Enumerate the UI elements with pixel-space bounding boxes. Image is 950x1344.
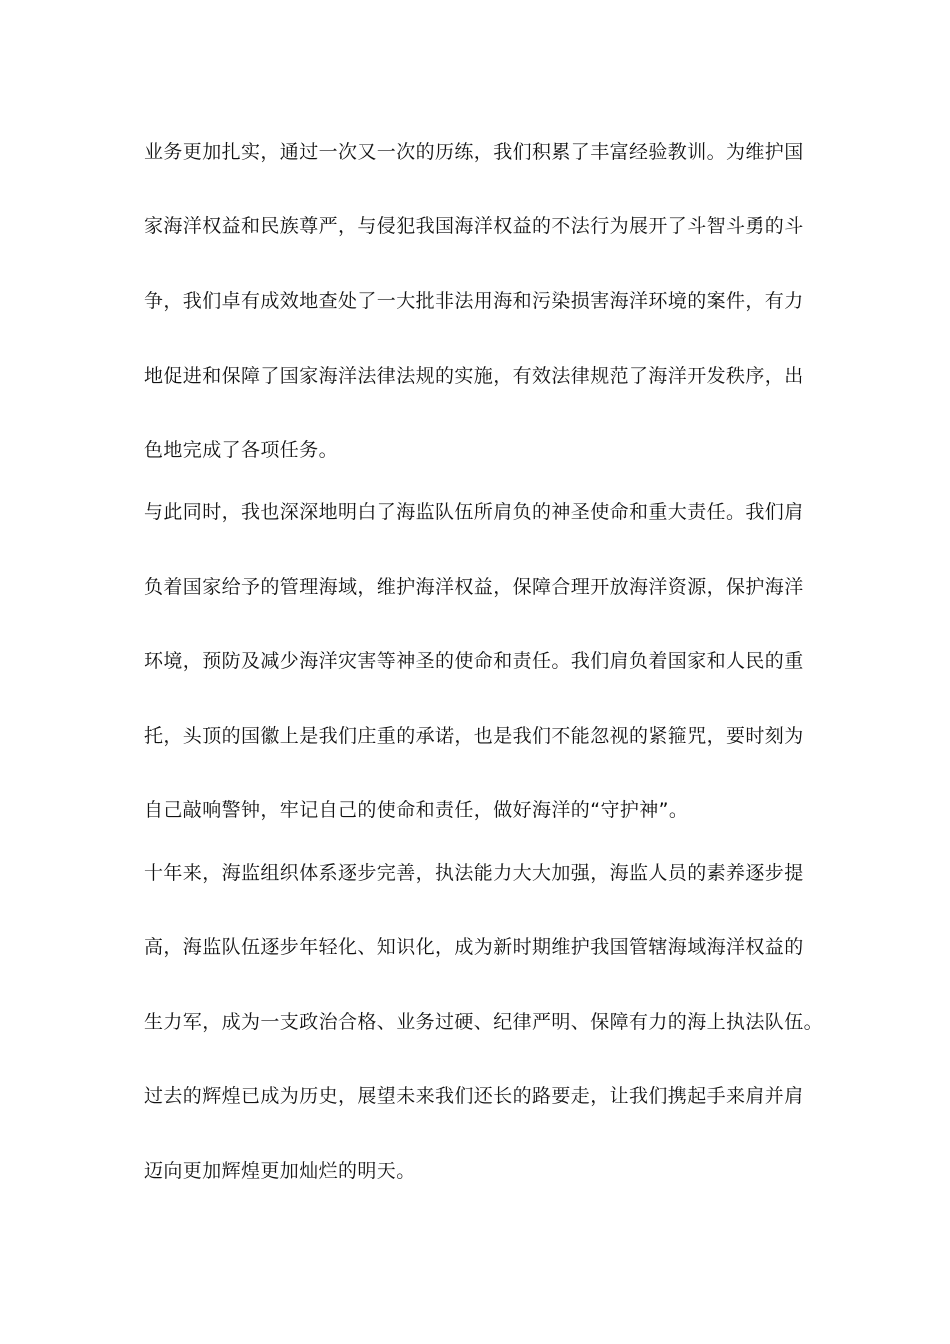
text-line: 负着国家给予的管理海域，维护海洋权益，保障合理开放海洋资源，保护海洋 xyxy=(144,576,804,598)
text-line: 高，海监队伍逐步年轻化、知识化，成为新时期维护我国管辖海域海洋权益的 xyxy=(144,936,804,958)
text-line: 色地完成了各项任务。 xyxy=(144,439,339,461)
text-line: 过去的辉煌已成为历史，展望未来我们还长的路要走，让我们携起手来肩并肩 xyxy=(144,1085,804,1107)
text-line: 争，我们卓有成效地查处了一大批非法用海和污染损害海洋环境的案件，有力 xyxy=(144,290,804,312)
text-line: 家海洋权益和民族尊严，与侵犯我国海洋权益的不法行为展开了斗智斗勇的斗 xyxy=(144,215,804,237)
text-line: 业务更加扎实，通过一次又一次的历练，我们积累了丰富经验教训。为维护国 xyxy=(144,141,804,163)
text-line: 十年来，海监组织体系逐步完善，执法能力大大加强，海监人员的素养逐步提 xyxy=(144,862,804,884)
text-line: 迈向更加辉煌更加灿烂的明天。 xyxy=(144,1160,416,1182)
text-line: 托，头顶的国徽上是我们庄重的承诺，也是我们不能忽视的紧箍咒，要时刻为 xyxy=(144,725,804,747)
text-line: 环境，预防及减少海洋灾害等神圣的使命和责任。我们肩负着国家和人民的重 xyxy=(144,650,804,672)
text-line: 生力军，成为一支政治合格、业务过硬、纪律严明、保障有力的海上执法队伍。 xyxy=(144,1011,824,1033)
text-line: 自己敲响警钟，牢记自己的使命和责任，做好海洋的“守护神”。 xyxy=(144,799,689,821)
text-line: 地促进和保障了国家海洋法律法规的实施，有效法律规范了海洋开发秩序，出 xyxy=(144,365,804,387)
text-line: 与此同时，我也深深地明白了海监队伍所肩负的神圣使命和重大责任。我们肩 xyxy=(144,501,804,523)
